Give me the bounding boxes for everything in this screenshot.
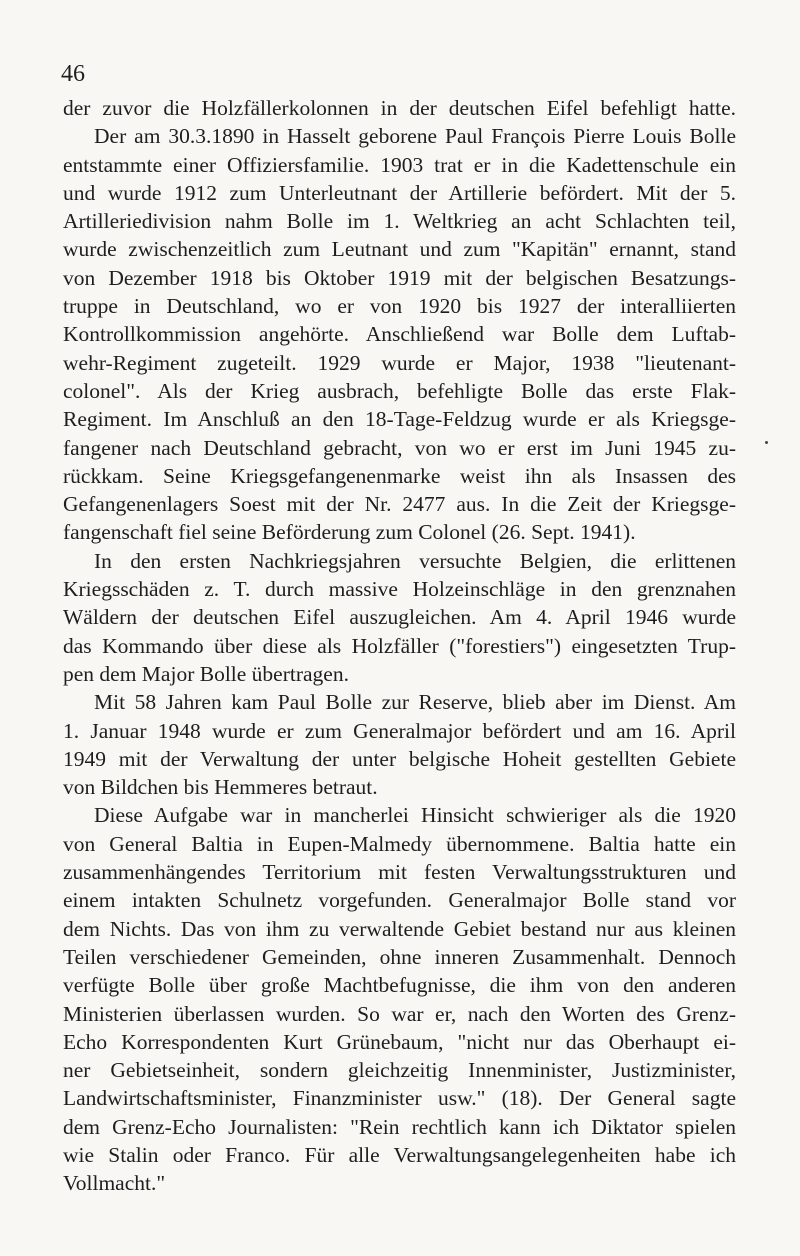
text-line: Diese Aufgabe war in mancherlei Hinsicht schwieriger als die 1920 [94, 803, 736, 828]
text-line: fangener nach Deutschland gebracht, von wo er erst im Juni 1945 zu- [63, 435, 736, 460]
text-line: wurde zwischenzeitlich zum Leutnant und zum "Kapitän" ernannt, stand [63, 237, 736, 262]
text-line: fangenschaft fiel seine Beförderung zum Colonel (26. Sept. 1941). [63, 520, 636, 545]
text-line: und wurde 1912 zum Unterleutnant der Artillerie befördert. Mit der 5. [63, 180, 736, 205]
text-line: rückkam. Seine Kriegsgefangenenmarke weist ihn als Insassen des [63, 463, 736, 488]
text-line: colonel". Als der Krieg ausbrach, befehligte Bolle das erste Flak- [63, 378, 736, 403]
text-line: truppe in Deutschland, wo er von 1920 bis 1927 der interalliierten [63, 294, 736, 319]
text-line: wehr-Regiment zugeteilt. 1929 wurde er Major, 1938 "lieutenant- [63, 350, 736, 375]
text-line: Regiment. Im Anschluß an den 18-Tage-Feldzug wurde er als Kriegsge- [63, 407, 736, 432]
text-line: von Bildchen bis Hemmeres betraut. [63, 775, 378, 800]
text-line: 1. Januar 1948 wurde er zum Generalmajor befördert und am 16. April [63, 718, 736, 743]
text-line: einem intakten Schulnetz vorgefunden. Generalmajor Bolle stand vor [63, 888, 736, 913]
text-line: von Dezember 1918 bis Oktober 1919 mit der belgischen Besatzungs- [63, 265, 736, 290]
text-line: der zuvor die Holzfällerkolonnen in der deutschen Eifel befehligt hatte. [63, 96, 736, 120]
text-line: Landwirtschaftsminister, Finanzminister usw." (18). Der General sagte [63, 1086, 736, 1111]
text-line: Wäldern der deutschen Eifel auszugleichen. Am 4. April 1946 wurde [63, 605, 736, 630]
text-line: Gefangenenlagers Soest mit der Nr. 2477 aus. In die Zeit der Kriegsge- [63, 492, 736, 517]
page-number: 46 [61, 61, 85, 87]
text-line: Kriegsschäden z. T. durch massive Holzeinschläge in den grenznahen [63, 577, 736, 602]
text-line: Vollmacht." [63, 1171, 166, 1196]
text-line: Ministerien überlassen wurden. So war er, nach den Worten des Grenz- [63, 1001, 736, 1026]
text-line: Echo Korrespondenten Kurt Grünebaum, "nicht nur das Oberhaupt ei- [63, 1029, 736, 1054]
text-line: Artilleriedivision nahm Bolle im 1. Weltkrieg an acht Schlachten teil, [63, 209, 736, 234]
text-line: pen dem Major Bolle übertragen. [63, 661, 349, 686]
text-line: ner Gebietseinheit, sondern gleichzeitig Innenminister, Justizminister, [63, 1058, 736, 1083]
text-line: verfügte Bolle über große Machtbefugnisse, die ihm von den anderen [63, 973, 736, 998]
text-line: von General Baltia in Eupen-Malmedy übernommene. Baltia hatte ein [63, 831, 736, 856]
text-line: wie Stalin oder Franco. Für alle Verwaltungsangelegenheiten habe ich [63, 1142, 736, 1167]
text-line: zusammenhängendes Territorium mit festen Verwaltungsstrukturen und [63, 860, 736, 885]
text-line: das Kommando über diese als Holzfäller ("forestiers") eingesetzten Trup- [63, 633, 736, 658]
text-line: dem Nichts. Das von ihm zu verwaltende Gebiet bestand nur aus kleinen [63, 916, 736, 941]
text-line: dem Grenz-Echo Journalisten: "Rein rechtlich kann ich Diktator spielen [63, 1114, 736, 1139]
text-line: Der am 30.3.1890 in Hasselt geborene Paul François Pierre Louis Bolle [94, 124, 736, 149]
body-text [63, 94, 736, 1198]
text-line: entstammte einer Offiziersfamilie. 1903 trat er in die Kadettenschule ein [63, 152, 736, 177]
text-line: Mit 58 Jahren kam Paul Bolle zur Reserve, blieb aber im Dienst. Am [94, 690, 736, 715]
text-line: 1949 mit der Verwaltung der unter belgische Hoheit gestellten Gebiete [63, 746, 736, 771]
stray-mark [765, 441, 768, 444]
text-line: In den ersten Nachkriegsjahren versuchte Belgien, die erlittenen [94, 548, 736, 573]
text-line: Teilen verschiedener Gemeinden, ohne inneren Zusammenhalt. Dennoch [63, 944, 736, 969]
text-line: Kontrollkommission angehörte. Anschließend war Bolle dem Luftab- [63, 322, 736, 347]
